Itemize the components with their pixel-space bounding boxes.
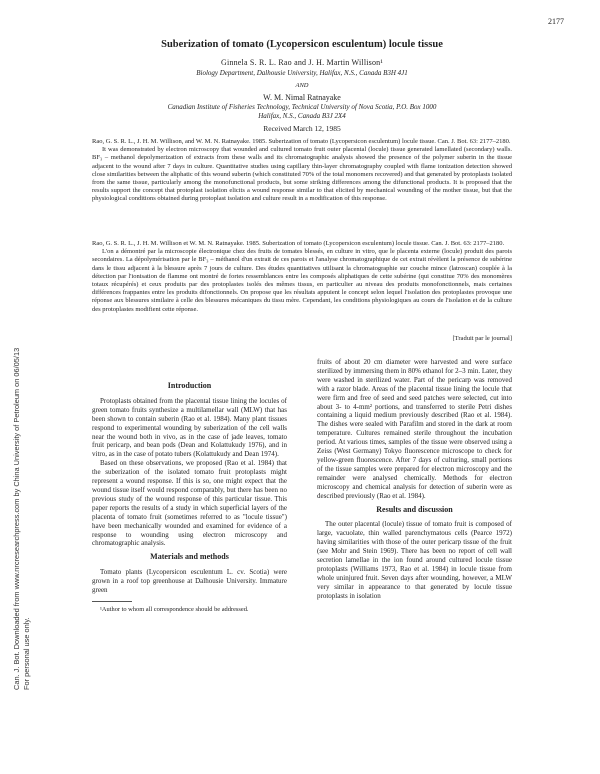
introduction-heading: Introduction [167, 381, 212, 390]
article-title: Suberization of tomato (Lycopersicon esculentum) locule tissue [161, 39, 443, 50]
introduction-paragraph-1: Protoplasts obtained from the placental tissue lining the locules of green tomato fruits synthesize a multilamellar wall (MLW) that has been shown to contain suberin (Rao et al. 1984). Many plant tissues respond to experimental wounding by suberization of the cell walls near the wound both in vivo, as in the case of jade leaves, tomato fruit pericarp, and bean pods (Dean and Kolattukudy 1976), and in vitro, as in the case of potato tubers (Kolattukudy and Dean 1974). [92, 396, 287, 459]
download-stamp-line-2: For personal use only. [21, 617, 31, 690]
introduction-paragraph-2: Based on these observations, we proposed (Rao et al. 1984) that the suberization of the isolated tomato fruit protoplasts might represent a wound response. If this is so, one might expect that the wound tissue itself would respond comparably, but there has been no previous study of the wound response of this particular tissue. This paper reports the results of a study in which superficial layers of the placenta of tomato fruit (sometimes referred to as "locule tissue") have been mechanically wounded and examined for evidence of a response to wounding using electron microscopy and chromatographic analysis. [92, 459, 287, 548]
affiliation-2 [92, 103, 512, 121]
affiliation-2-line-1: Canadian Institute of Fisheries Technology, Technical University of Nova Scotia, P.O. Box 1000 [167, 103, 437, 111]
received-date: Received March 12, 1985 [263, 124, 341, 133]
right-column [317, 358, 512, 601]
footnote: ¹Author to whom all correspondence should be addressed. [100, 605, 249, 613]
results-paragraph-1: The outer placental (locule) tissue of tomato fruit is composed of large, vacuolate, thin walled parenchymatous cells (Pearce 1972) having similarities with those of the outer pericarp tissue of the fruit (see Mohr and Stein 1969). There has been no report of cell wall secretion lamellae in the ion found around cultured locule tissue protoplasts (Williams 1973, Rao et al. 1984) in locule tissue from whole uninjured fruit. Seven days after wounding, however, a MLW very similar in appearance to that generated by locule tissue protoplasts in isolation [317, 520, 512, 600]
footnote-rule [92, 601, 132, 602]
methods-continued-paragraph: fruits of about 20 cm diameter were harvested and were surface sterilized by immersing them in 80% ethanol for 2–3 min. Later, they were washed in sterilized water. Part of the pericarp was removed with a razor blade. Areas of the placental tissue lining the locule that were firm and free of seed and seed patches were selected, cut into about 3- to 4-mm² portions, and transferred to sterile Petri dishes containing a liquid medium previously described (Rao et al. 1984). The dishes were sealed with Parafilm and stored in the dark at room temperature. Cultures remained sterile throughout the incubation period. At various times, samples of the tissue were observed using a Zeiss (West Germany) Tokyo fluorescence microscope to check for yellow-green fluorescence. After 7 days of culturing, small portions of the tissue samples were prepared for electron microscopy and the remainder were analysed chemically. Methods for electron microscopy and chemical analysis for detection of suberin were as described previously (Rao et al. 1984). [317, 358, 512, 500]
materials-heading: Materials and methods [150, 552, 229, 562]
translator-note: [Traduit par le journal] [452, 335, 512, 342]
materials-paragraph-1: Tomato plants (Lycopersicon esculentum L. cv. Scotia) were grown in a roof top greenhouse at Dalhousie University. Immature green [92, 568, 287, 595]
affiliation-1: Biology Department, Dalhousie University, Halifax, N.S., Canada B3H 4J1 [196, 69, 408, 77]
page-number: 2177 [548, 17, 564, 26]
author-2: W. M. Nimal Ratnayake [263, 93, 341, 102]
left-column [92, 358, 287, 615]
abstract-fr-citation: Rao, G. S. R. L., J. H. M. Willison et W. M. N. Ratnayake. 1985. Suberization of tomato (Lycopersicon esculentum) locule tissue. Can. J. Bot. 63: 2177–2180. [92, 240, 505, 247]
abstract-english [92, 138, 512, 204]
authors: Ginnela S. R. L. Rao and J. H. Martin Willison¹ [221, 58, 383, 67]
abstract-en-body: It was demonstrated by electron microscopy that wounded and cultured tomato fruit outer placental (locule) tissue generated lamellated (secondary) walls. BF₃ – methanol depolymerization of extracts from these walls and its chromatographic analysis showed the presence of the polymer suberin in the tissue adjacent to the wound after 7 days in culture. Quantitative studies using capillary thin-layer chromatography coupled with flame ionization detection showed close similarities between the aliphatic of this wound suberin (which constituted 70% of the total monomers recovered) and that generated by protoplasts isolated from the same tissue, particularly among the monofunctional products, but some striking differences among the difunctional products. It is proposed that the results support the concept that protoplast isolation elicits a wound response similar to that elicited by mechanical wounding of the mother tissue, but that the physiological conditions obtained during protoplast isolation and culture result in a modification of this response. [92, 146, 512, 203]
abstract-french [92, 240, 512, 314]
results-heading: Results and discussion [376, 504, 453, 514]
download-stamp [12, 348, 31, 690]
abstract-en-citation: Rao, G. S. R. L., J. H. M. Willison, and W. M. N. Ratnayake. 1985. Suberization of tomato (Lycopersicon esculentum) locule tissue. Can. J. Bot. 63: 2177–2180. [92, 138, 511, 145]
abstract-fr-body: L'on a démontré par la microscopie électronique chez des fruits de tomates blessés, en culture in vitro, que le placenta externe (locule) produit des parois secondaires. La dépolymérisation par le BF₃ – méthanol d'un extrait de ces parois et l'analyse chromatographique de cet extrait révèlent la présence de subérine dans le tissu adjacent à la blessure après 7 jours de culture. Des études quantitatives utilisant la chromatographie sur couche mince (latroscan) couplée à la détection par l'ionisation de flamme ont montré de fortes ressemblances entre les composés aliphatiques de cette subérine (qui constitue 70% des monomères totaux récupérés) et ceux produits par des protoplastes isolés des mêmes tissus, en particulier au niveau des produits monofonctionnels, mais certaines différences frappantes entre les produits difonctionnels. On propose que les résultats appuient le concept selon lequel l'isolation des protoplastes provoque une réponse aux blessures similaire à celle des blessures mécaniques du tissu mère. Cependant, les conditions physiologiques au cours de l'isolation et de la culture des protoplastes modifient cette réponse. [92, 248, 512, 313]
affiliation-2-line-2: Halifax, N.S., Canada B3J 2X4 [258, 112, 346, 120]
and-separator: AND [295, 82, 309, 89]
download-stamp-line-1: Can. J. Bot. Downloaded from www.nrcresearchpress.com by China University of Petroleum on 06/05/13 [12, 347, 21, 690]
